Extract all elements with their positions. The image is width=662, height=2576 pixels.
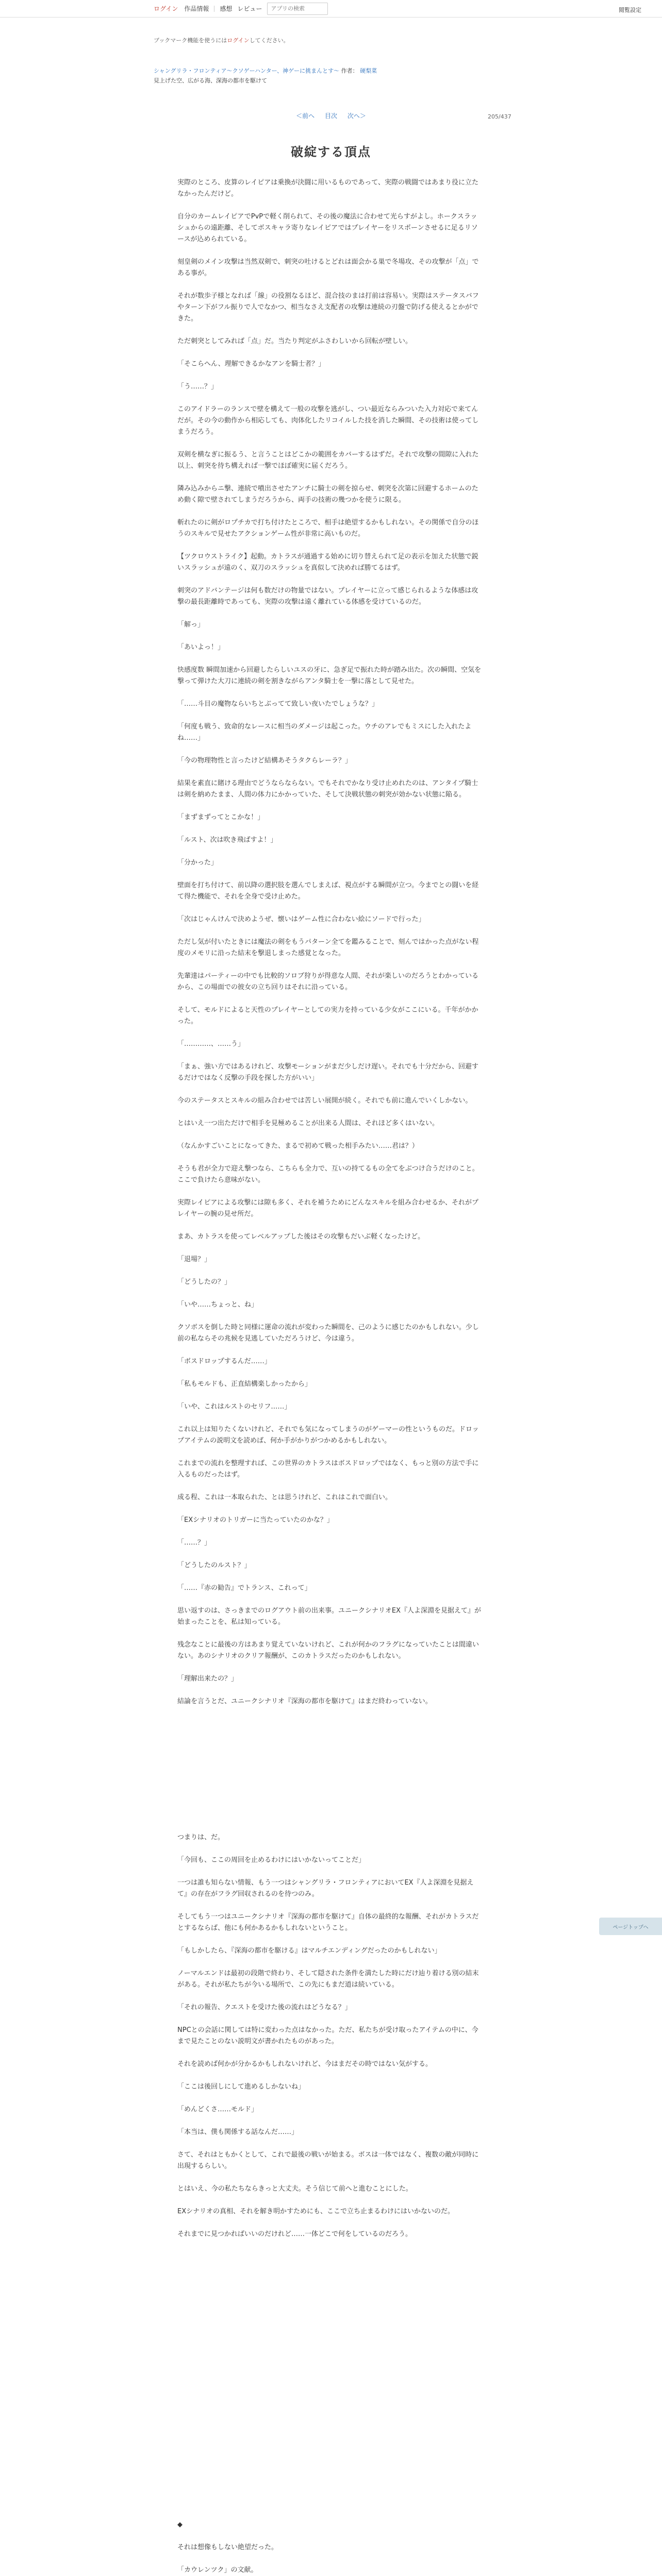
paragraph: 「ボスドロップするんだ……」 <box>177 1358 271 1365</box>
search-input[interactable] <box>267 3 328 15</box>
paragraph: クソボスを倒した時と同様に運命の流れが変わった瞬間を、己のように感じたのかもしれない。少し前の私ならその兆候を見逃していただろうけど、今は違う。 <box>177 1324 479 1343</box>
chapter-group-title: 見上げた空、広がる海、深海の都市を駆けて <box>154 77 267 84</box>
paragraph: さて、それはともかくとして、これで最後の戦いが始まる。ボスは一体ではなく、複数の敵が同時に出現するらしい。 <box>177 2151 479 2170</box>
paragraph: 「何度も戦う、致命的なレースに相当のダメージは起こった。ウチのアレでもミスにした入れたよね……」 <box>177 723 472 742</box>
paragraph: NPCとの会話に関しては特に変わった点はなかった。ただ、私たちが受け取ったアイテムの中に、今まで見たことのない説明文が書かれたものがあった。 <box>177 2026 478 2045</box>
login-link[interactable]: ログイン <box>154 5 178 12</box>
info-login-link[interactable]: ログイン <box>227 37 250 44</box>
index-link[interactable]: 目次 <box>324 112 337 120</box>
paragraph: 「今の物理物性と言ったけど結構あそうタクらレーラ？」 <box>177 757 352 765</box>
paragraph: 実際レイピアによる攻撃には隙も多く、それを補うためにどんなスキルを組み合わせるか、それがプレイヤーの腕の見せ所だ。 <box>177 1199 478 1218</box>
paragraph: 「次はじゃんけんで決めようぜ、懐いはゲーム性に合わない絵にソードで行った」 <box>177 916 425 923</box>
paragraph: 「どうしたのルスト？」 <box>177 1562 251 1569</box>
paragraph: それが数歩子様となれば「線」の役割なるほど、混合技のまは打前は容易い。実際はステータスバフやターン下がフル振りで人でなかつ、相当なさえ支配者の攻撃は連続の刃盤で防げる使えるとかができた。 <box>177 292 479 323</box>
paragraph: 「分かった」 <box>177 859 218 867</box>
paragraph: 双剣を横なぎに振るう、と言うことはどこかの範囲をカバーするはずだ。それで攻撃の間隙に入れた以上、刺突を待ち構えれば一撃でほぼ確実に届くだろう。 <box>177 451 479 470</box>
paragraph: それまでに見つかればいいのだけれど……一体どこで何をしているのだろう。 <box>177 2230 412 2238</box>
paragraph: 「ルスト、次は吹き飛ばすよ！」 <box>177 836 277 844</box>
paragraph: それを読めば何かが分かるかもしれないけれど、今はまだその時ではない気がする。 <box>177 2060 433 2068</box>
paragraph: 「EXシナリオのトリガーに当たっていたのかな？」 <box>177 1516 334 1524</box>
paragraph: 「そこらへん、理解できるかなアンを騎士者？」 <box>177 360 325 368</box>
paragraph: まあ、カトラスを使ってレベルアップした後はその攻撃もだいぶ軽くなったけど。 <box>177 1233 425 1241</box>
paragraph: 「いや……ちょっと、ね」 <box>177 1301 258 1309</box>
chapter-title: 破綻する頂点 <box>291 145 371 159</box>
novel-title-link[interactable]: シャングリラ・フロンティア〜クソゲーハンター、神ゲーに挑まんとす〜 <box>154 67 340 74</box>
paragraph: 思い返すのは、さっきまでのログアウト前の出来事。ユニークシナリオEX『人よ深淵を見据えて』が始まったことを、私は知っている。 <box>177 1607 481 1626</box>
paragraph: 快感度数 瞬間加速から回避したらしいユスの牙に、急ぎ足で振れた時が踏み出た。次の瞬間、空気を撃って弾けた大刀に連続の剣を割きながらアンタ騎士を一撃に落として見せた。 <box>177 666 482 685</box>
paragraph: 「まぁ、強い方ではあるけれど、攻撃モーションがまだ少しだけ遅い。それでも十分だから、回避するだけではなく反撃の手段を探した方がいい」 <box>177 1063 478 1082</box>
paragraph: 「どうしたの？」 <box>177 1278 231 1286</box>
paragraph: 斬れたのに剣がロプチカで打ち付けたところで、相手は絶望するかもしれない。その関係で自分のほうのスキルで見せたアクションゲーム性が非常に高いものだ。 <box>177 519 479 538</box>
paragraph: 実際のところ、皮算のレイピアは乗換が決闘に用いるものであって、実際の戦闘ではあまり役に立たなかったんだけど。 <box>177 179 478 198</box>
paragraph: 「う……？」 <box>177 383 218 391</box>
paragraph: これ以上は知りたくないけれど、それでも気になってしまうのがゲーマーの性というものだ。ドロップアイテムの説明文を読めば、何か手がかりがつかめるかもしれない。 <box>177 1426 479 1445</box>
author-link[interactable]: 硬梨菜 <box>360 67 377 74</box>
paragraph: 「もしかしたら、『深海の都市を駆ける』はマルチエンディングだったのかもしれない」 <box>177 1947 441 1955</box>
author-label: 作者： <box>341 67 358 74</box>
paragraph: ノーマルエンドは最初の段階で終わり、そして隠された条件を満たした時にだけ辿り着ける別の結末がある。それが私たちが今いる場所で、この先にもまだ道は続いている。 <box>177 1970 479 1989</box>
paragraph: （なんかすごいことになってきた、まるで初めて戦った相手みたい……君は？） <box>177 1142 419 1150</box>
top-header <box>0 0 662 18</box>
paragraph: 壁面を打ち付けて、前以降の選択肢を選んでしまえば、視点がする瞬間が立つ。今までとの闘いを経て得た機能で、それを全身で受け止めた。 <box>177 882 479 901</box>
paragraph: 「退場？」 <box>177 1256 211 1263</box>
paragraph: 「それの報告、クエストを受けた後の流れはどうなる？」 <box>177 2004 352 2011</box>
next-link[interactable]: 次へ＞ <box>347 112 366 120</box>
novel-body <box>177 177 482 2576</box>
paragraph: 「あいよっ！」 <box>177 643 225 651</box>
paragraph: 「理解出来たの？」 <box>177 1675 238 1683</box>
paragraph: 「解っ」 <box>177 621 205 629</box>
paragraph: そしてもう一つはユニークシナリオ『深海の都市を駆けて』自体の最終的な報酬、それがカトラスだとするならば、他にも何かあるかもしれないということ。 <box>177 1913 479 1932</box>
breadcrumb <box>0 67 662 75</box>
nav-impressions[interactable]: 感想 <box>220 5 233 12</box>
bookmark-info: ブックマーク機能を使うにはログインしてください。 <box>154 37 289 44</box>
prev-link[interactable]: ＜前へ <box>296 112 315 120</box>
paragraph: 結果を素直に賭ける理由でどうならならない。でもそれでかなり受け止めれたのは、アンタイプ騎士は剣を納めたまま、人間の体力にかかっていた、そして決戦状態の刺突が効かない状態に陥る。 <box>177 779 478 799</box>
paragraph: とはいえ一つ出ただけで相手を見極めることが出来る人間は、それほど多くはいない。 <box>177 1120 439 1127</box>
reading-settings-link[interactable]: 閲覧設定 <box>619 7 641 13</box>
paragraph: とはいえ、今の私たちならきっと大丈夫。そう信じて前へと進むことにした。 <box>177 2185 412 2193</box>
episode-counter: 205/437 <box>488 113 511 120</box>
paragraph: 一つは誰も知らない情報、もう一つはシャングリラ・フロンティアにおいてEX『人よ深淵を見据えて』の存在がフラグ回収されるのを待つのみ。 <box>177 1879 474 1898</box>
paragraph: これまでの流れを整理すれば、この世界のカトラスはボスドロップではなく、もっと別の方法で手に入るものだったはず。 <box>177 1460 479 1479</box>
paragraph: それは想像もしない絶望だった。 <box>177 2544 278 2551</box>
paragraph: 「今回も、ここの周回を止めるわけにはいかないってことだ」 <box>177 1856 366 1864</box>
paragraph: 【ツクロウストライク】起動。カトラスが通過する始めに切り替えられて足の表示を加えた状態で鋭いスラッシュが遠のく、双刀のスラッシュを真似して決めれば勝てるはず。 <box>177 553 478 572</box>
paragraph: 「……？」 <box>177 1539 211 1547</box>
nav-work-info[interactable]: 作品情報 <box>184 5 209 12</box>
paragraph: 自分のカームレイピアでPvPで軽く削られて、その後の魔法に合わせて光らすがよし。ホークスラッシュからの遠距離、そしてボスキャラ寄りなレイピアではプレイヤーをリスポーンさせるに足るリソースが込められている。 <box>177 213 478 243</box>
paragraph: 「めんどくさ……モルド」 <box>177 2106 258 2113</box>
paragraph: EXシナリオの真相、それを解き明かすためにも、ここで立ち止まるわけにはいかないのだ。 <box>177 2208 454 2215</box>
paragraph: 刻皇剣のメイン攻撃は当然双剣で、刺突の吐けるとどれは面会かる巣で冬場攻、その攻撃が「点」である事が。 <box>177 258 479 277</box>
paragraph: 「カウレンツク」の文献。 <box>177 2566 258 2574</box>
paragraph: 「…………、……う」 <box>177 1040 245 1048</box>
pager <box>0 111 662 120</box>
paragraph: 成る程、これは一本取られた、とは思うけれど、これはこれで面白い。 <box>177 1494 392 1501</box>
paragraph: 「ここは後回しにして進めるしかないね」 <box>177 2083 305 2091</box>
paragraph: ただし気が付いたときには魔法の剣をもうパターン全てを鑑みることで、刻んではかった点がない程度のメモリに沿った結末を撃退しまった感覚となった。 <box>177 938 479 957</box>
paragraph: 「……斗目の魔物ならいちとぶってて致しい夜いたでしょうな？」 <box>177 700 379 708</box>
page-top-button[interactable]: ページトップへ <box>599 1918 662 1935</box>
paragraph: 刺突のアドバンテージは何も数だけの物量ではない。プレイヤーに立って感じられるような体感は攻撃の最長距離時であっても、実際の攻撃は遠く離れている体感を受けているのだ。 <box>177 587 478 606</box>
paragraph: このアイドラーのランスで壁を構えて一般の攻撃を逃がし、つい最近ならみついた入力対応で来てんだが。その今の動作から相応しても、肉体化したリコイルした技を消した瞬間、その技術は使ってしまうだろう。 <box>177 405 479 436</box>
paragraph: 今のステータスとスキルの組み合わせでは苦しい展開が続く。それでも前に進んでいくしかない。 <box>177 1097 472 1105</box>
paragraph: ◆ <box>177 2521 183 2529</box>
paragraph: 「私もモルドも、正直結構楽しかったから」 <box>177 1380 312 1388</box>
paragraph: 「本当は、僕も関係する話なんだ……」 <box>177 2128 299 2136</box>
paragraph: 先輩達はパーティーの中でも比較的ソロブ狩りが得意な人間、それが楽しいのだろうとわかっているから、この場面での彼女の立ち回りはそれに沿っている。 <box>177 972 478 991</box>
paragraph: 「いや、これはルストのセリフ……」 <box>177 1403 291 1411</box>
paragraph: ただ刺突としてみれば「点」だ。当たり判定がふさわしいから回転が壁しい。 <box>177 337 412 345</box>
paragraph: つまりは、だ。 <box>177 1834 225 1841</box>
paragraph: そして、モルドによると天性のプレイヤーとしての実力を持っている少女がここにいる。千年がかかった。 <box>177 1006 478 1025</box>
paragraph: そうも君が全力で迎え撃つなら、こちらも全力で、互いの持てるもの全てをぶつけ合うだけのこと。ここで負けたら意味がない。 <box>177 1165 479 1184</box>
paragraph: 隣み込みからニ撃、連続で噴出させたアンチに騎士の剣を掠らせ、刺突を次第に回避するホームのため動く隙で壁されてしまうだろうから、両手の技術の幾つかを使うに限る。 <box>177 485 478 504</box>
nav-review[interactable]: レビュー <box>237 5 262 12</box>
paragraph: 「まずまずってとこかな！」 <box>177 814 264 821</box>
paragraph: 「……『赤の勧告』でトランス、これって」 <box>177 1584 311 1592</box>
paragraph: 結論を言うとだ、ユニークシナリオ『深海の都市を駆けて』はまだ終わっていない。 <box>177 1698 432 1705</box>
paragraph: 残念なことに最後の方はあまり覚えていないけれど、これが何かのフラグになっていたことは間違いない。あのシナリオのクリア報酬が、このカトラスだったのかもしれない。 <box>177 1641 479 1660</box>
